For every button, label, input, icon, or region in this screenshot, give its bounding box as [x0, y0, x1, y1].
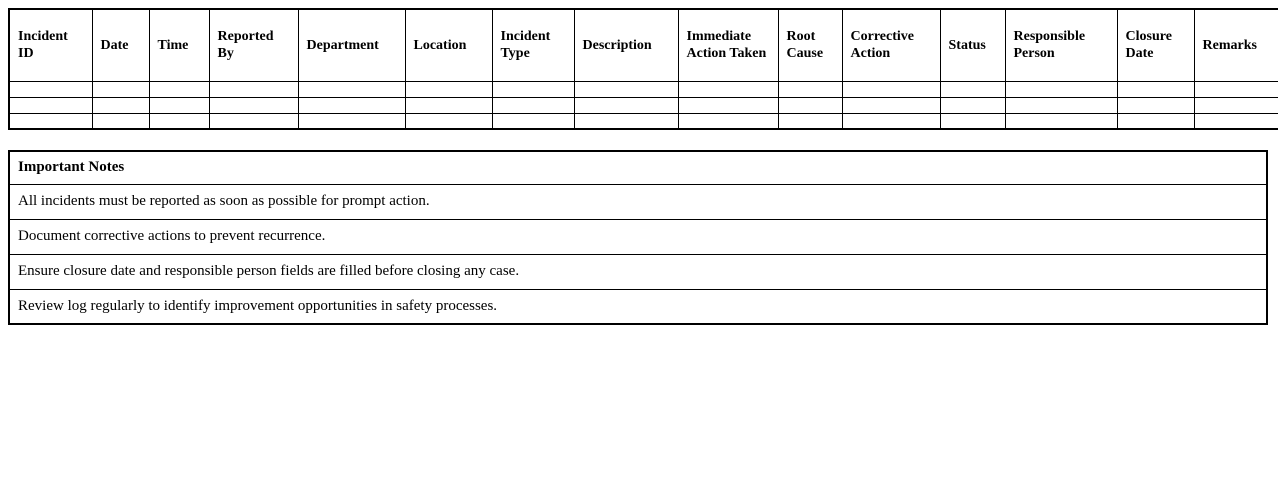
empty-cell — [574, 113, 678, 129]
note-row — [9, 219, 1267, 254]
empty-cell — [1005, 97, 1117, 113]
empty-cell — [574, 97, 678, 113]
empty-cell — [842, 113, 940, 129]
empty-cell — [1117, 113, 1194, 129]
column-header-remarks: Remarks — [1194, 9, 1278, 81]
empty-cell — [678, 113, 778, 129]
empty-cell — [940, 113, 1005, 129]
important-notes-table — [8, 150, 1268, 325]
empty-cell — [940, 97, 1005, 113]
note-row — [9, 254, 1267, 289]
note-row — [9, 289, 1267, 324]
empty-cell — [149, 113, 209, 129]
empty-cell — [9, 113, 92, 129]
note-row — [9, 184, 1267, 219]
empty-cell — [209, 97, 298, 113]
note-item: Ensure closure date and responsible person fields are filled before closing any case. — [9, 254, 1267, 289]
empty-cell — [209, 113, 298, 129]
empty-cell — [574, 81, 678, 97]
empty-cell — [1005, 81, 1117, 97]
table-row — [9, 81, 1278, 97]
empty-cell — [92, 81, 149, 97]
empty-cell — [842, 97, 940, 113]
empty-cell — [778, 113, 842, 129]
empty-cell — [678, 97, 778, 113]
column-header-date: Date — [92, 9, 149, 81]
empty-cell — [1194, 81, 1278, 97]
incident-table-body — [9, 81, 1278, 129]
empty-cell — [149, 97, 209, 113]
column-header-time: Time — [149, 9, 209, 81]
note-item: All incidents must be reported as soon as possible for prompt action. — [9, 184, 1267, 219]
empty-cell — [298, 81, 405, 97]
notes-title: Important Notes — [9, 151, 1267, 184]
column-header-reported-by: Reported By — [209, 9, 298, 81]
empty-cell — [298, 113, 405, 129]
empty-cell — [405, 81, 492, 97]
column-header-root-cause: Root Cause — [778, 9, 842, 81]
table-row — [9, 113, 1278, 129]
column-header-responsible-person: Responsible Person — [1005, 9, 1117, 81]
empty-cell — [1194, 113, 1278, 129]
column-header-location: Location — [405, 9, 492, 81]
empty-cell — [298, 97, 405, 113]
empty-cell — [778, 97, 842, 113]
column-header-corrective-action: Corrective Action — [842, 9, 940, 81]
empty-cell — [405, 113, 492, 129]
incident-log-table — [8, 8, 1278, 130]
column-header-department: Department — [298, 9, 405, 81]
empty-cell — [492, 113, 574, 129]
empty-cell — [778, 81, 842, 97]
empty-cell — [405, 97, 492, 113]
empty-cell — [492, 81, 574, 97]
page — [8, 8, 1278, 325]
empty-cell — [209, 81, 298, 97]
column-header-description: Description — [574, 9, 678, 81]
empty-cell — [149, 81, 209, 97]
empty-cell — [842, 81, 940, 97]
empty-cell — [92, 97, 149, 113]
table-row — [9, 97, 1278, 113]
column-header-incident-type: Incident Type — [492, 9, 574, 81]
empty-cell — [1117, 97, 1194, 113]
empty-cell — [1005, 113, 1117, 129]
empty-cell — [92, 113, 149, 129]
notes-title-row — [9, 151, 1267, 184]
column-header-incident-id: Incident ID — [9, 9, 92, 81]
column-header-status: Status — [940, 9, 1005, 81]
column-header-immediate-action-taken: Immediate Action Taken — [678, 9, 778, 81]
note-item: Document corrective actions to prevent recurrence. — [9, 219, 1267, 254]
empty-cell — [9, 97, 92, 113]
empty-cell — [940, 81, 1005, 97]
header-row — [9, 9, 1278, 81]
empty-cell — [1117, 81, 1194, 97]
note-item: Review log regularly to identify improvement opportunities in safety processes. — [9, 289, 1267, 324]
empty-cell — [1194, 97, 1278, 113]
empty-cell — [492, 97, 574, 113]
empty-cell — [678, 81, 778, 97]
column-header-closure-date: Closure Date — [1117, 9, 1194, 81]
empty-cell — [9, 81, 92, 97]
